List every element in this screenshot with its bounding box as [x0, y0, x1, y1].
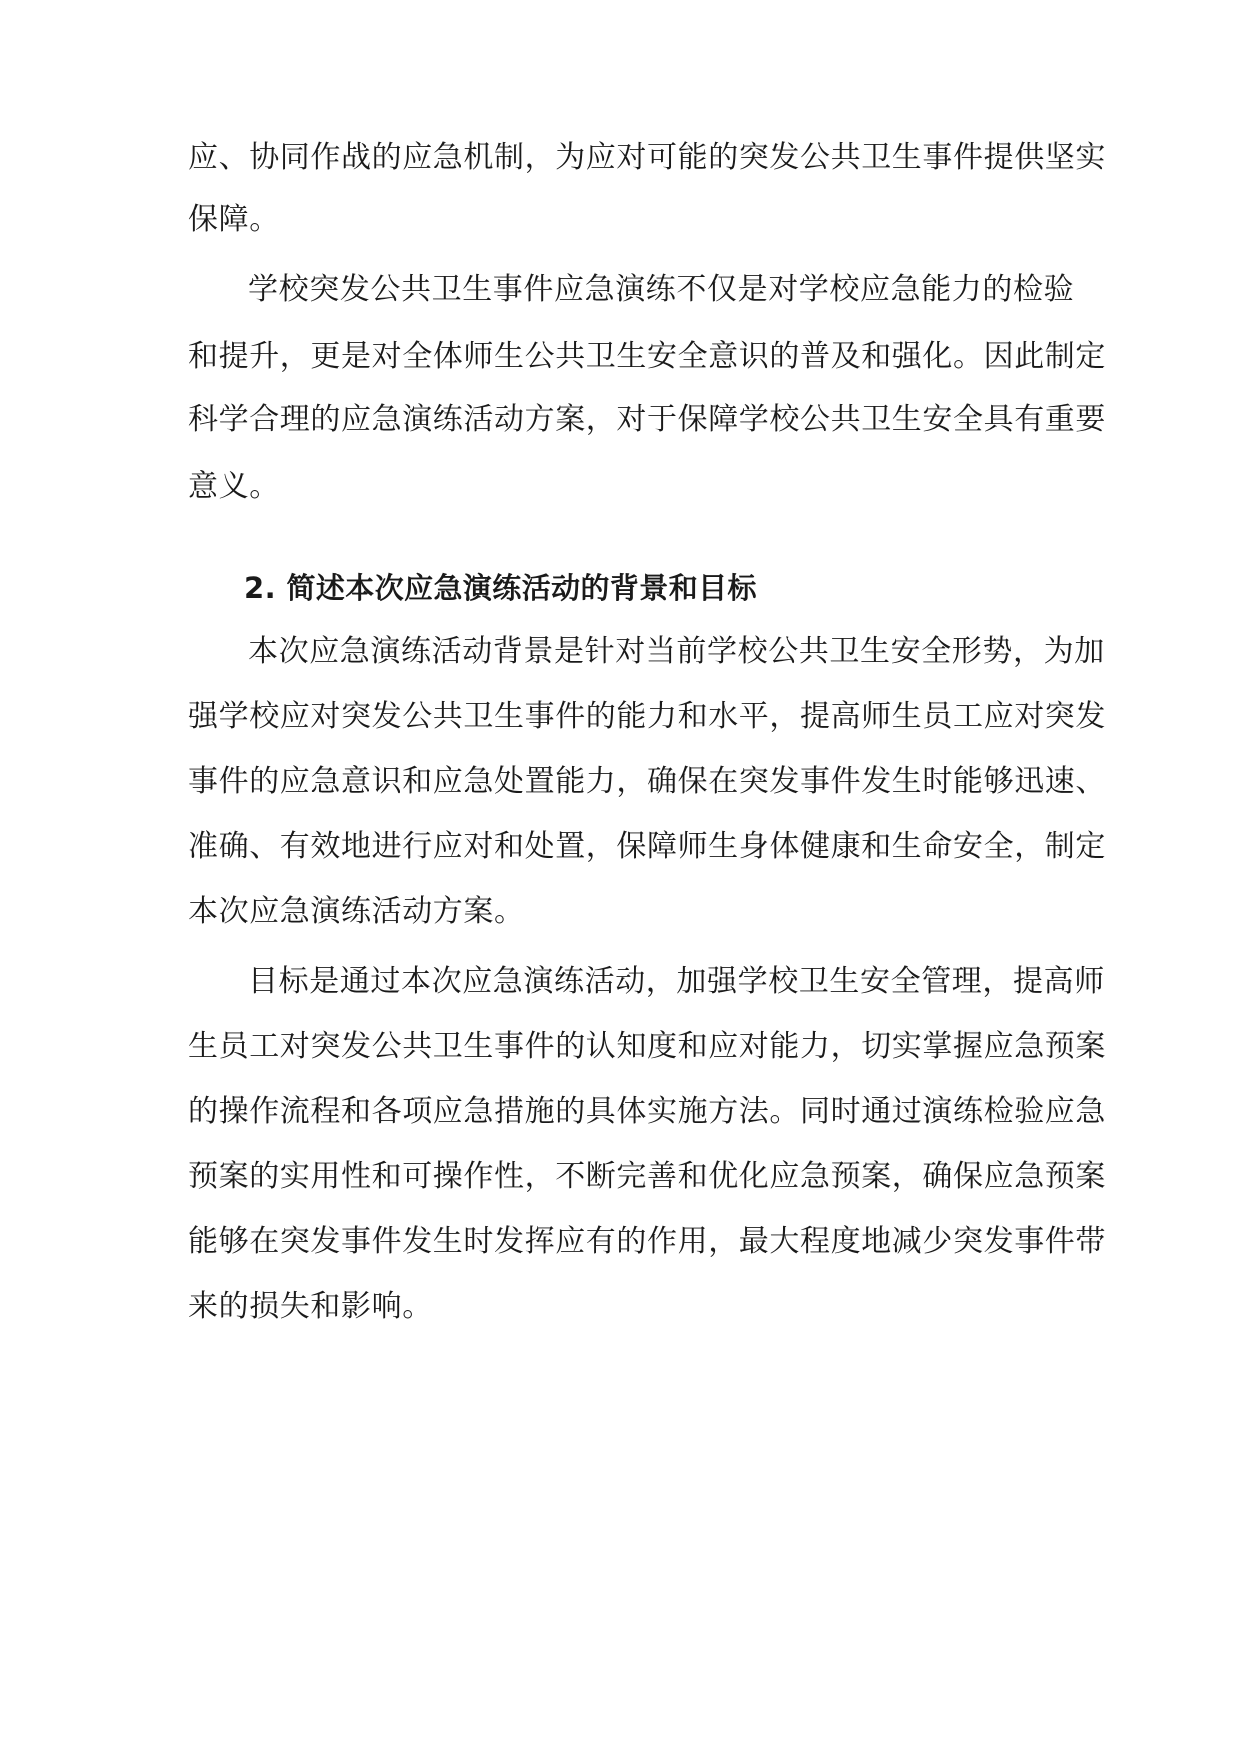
paragraph-4-line-3: 的操作流程和各项应急措施的具体实施方法。同时通过演练检验应急	[188, 1094, 1106, 1129]
section-heading: 2. 简述本次应急演练活动的背景和目标	[244, 571, 757, 605]
paragraph-4-line-4: 预案的实用性和可操作性，不断完善和优化应急预案，确保应急预案	[188, 1159, 1106, 1194]
paragraph-2-line-4: 意义。	[188, 469, 280, 504]
paragraph-3-line-1: 本次应急演练活动背景是针对当前学校公共卫生安全形势，为加	[248, 634, 1105, 669]
paragraph-3-line-5: 本次应急演练活动方案。	[188, 894, 525, 929]
paragraph-4-line-5: 能够在突发事件发生时发挥应有的作用，最大程度地减少突发事件带	[188, 1224, 1106, 1259]
paragraph-4-line-6: 来的损失和影响。	[188, 1289, 433, 1324]
paragraph-2-line-2: 和提升，更是对全体师生公共卫生安全意识的普及和强化。因此制定	[188, 339, 1106, 374]
paragraph-2-line-3: 科学合理的应急演练活动方案，对于保障学校公共卫生安全具有重要	[188, 402, 1106, 437]
paragraph-1-line-1: 应、协同作战的应急机制，为应对可能的突发公共卫生事件提供坚实	[188, 140, 1106, 175]
paragraph-4-line-2: 生员工对突发公共卫生事件的认知度和应对能力，切实掌握应急预案	[188, 1029, 1106, 1064]
paragraph-3-line-2: 强学校应对突发公共卫生事件的能力和水平，提高师生员工应对突发	[188, 699, 1106, 734]
paragraph-3-line-3: 事件的应急意识和应急处置能力，确保在突发事件发生时能够迅速、	[188, 764, 1106, 799]
paragraph-3-line-4: 准确、有效地进行应对和处置，保障师生身体健康和生命安全，制定	[188, 829, 1106, 864]
paragraph-1-line-2: 保障。	[188, 202, 280, 237]
paragraph-2-line-1: 学校突发公共卫生事件应急演练不仅是对学校应急能力的检验	[248, 272, 1075, 307]
paragraph-4-line-1: 目标是通过本次应急演练活动，加强学校卫生安全管理，提高师	[248, 964, 1105, 999]
